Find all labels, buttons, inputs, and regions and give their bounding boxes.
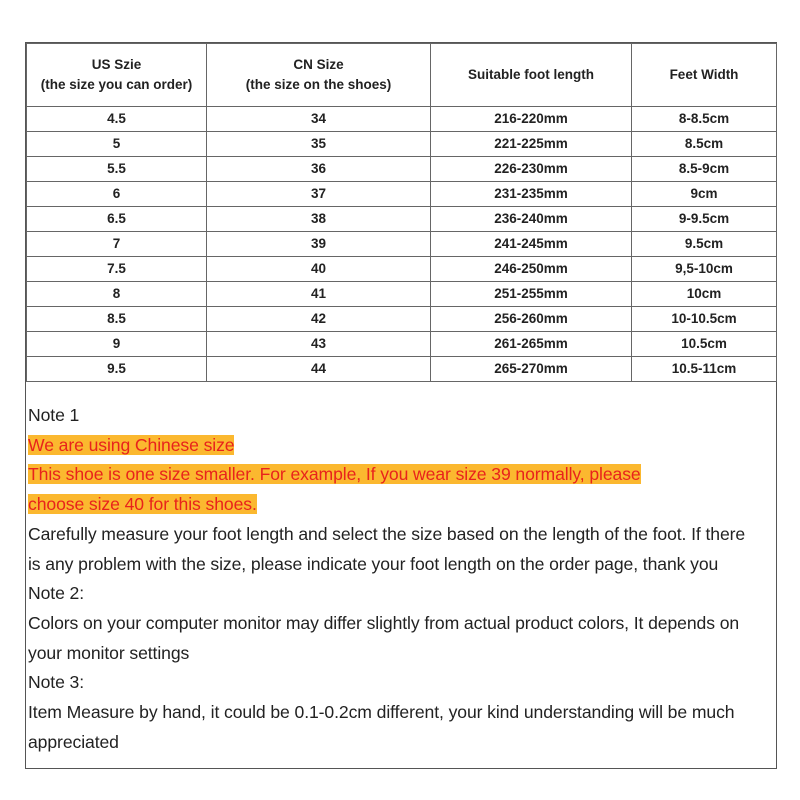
header-cn-size-note: (the size on the shoes) <box>245 77 392 92</box>
header-feet-width <box>632 44 777 107</box>
cell-us-size: 5.5 <box>27 157 207 182</box>
header-us-size <box>27 44 207 107</box>
cell-us-size: 8.5 <box>27 307 207 332</box>
note2-text-a: Colors on your computer monitor may differ slightly from actual product colors, It depends on <box>28 612 740 633</box>
cell-feet-width: 10.5cm <box>632 332 777 357</box>
note2-text-b: your monitor settings <box>28 642 190 663</box>
header-foot-length-label: Suitable foot length <box>468 67 594 82</box>
table-body <box>27 107 777 382</box>
cell-feet-width: 8-8.5cm <box>632 107 777 132</box>
cell-foot-length: 236-240mm <box>431 207 632 232</box>
header-us-size-note: (the size you can order) <box>40 77 193 92</box>
cell-foot-length: 221-225mm <box>431 132 632 157</box>
cell-cn-size: 41 <box>207 282 431 307</box>
header-feet-width-label: Feet Width <box>669 67 739 82</box>
cell-feet-width: 9-9.5cm <box>632 207 777 232</box>
measure-text-b: is any problem with the size, please indicate your foot length on the order page, thank you <box>28 553 719 574</box>
cell-cn-size: 36 <box>207 157 431 182</box>
table-row <box>27 332 777 357</box>
cell-cn-size: 34 <box>207 107 431 132</box>
header-foot-length <box>431 44 632 107</box>
highlight-line-3 <box>28 490 776 520</box>
size-chart-sheet <box>25 42 777 769</box>
highlight-line-1 <box>28 431 776 461</box>
cell-foot-length: 256-260mm <box>431 307 632 332</box>
cell-foot-length: 246-250mm <box>431 257 632 282</box>
highlight-line-2 <box>28 460 776 490</box>
cell-cn-size: 35 <box>207 132 431 157</box>
size-smaller-warning-a: This shoe is one size smaller. For example, If you wear size 39 normally, please <box>28 464 641 485</box>
cell-us-size: 9 <box>27 332 207 357</box>
cell-feet-width: 9cm <box>632 182 777 207</box>
cell-cn-size: 39 <box>207 232 431 257</box>
table-row <box>27 207 777 232</box>
table-row <box>27 182 777 207</box>
cell-us-size: 6.5 <box>27 207 207 232</box>
cell-us-size: 8 <box>27 282 207 307</box>
cell-cn-size: 43 <box>207 332 431 357</box>
header-us-size-label: US Szie <box>91 57 142 72</box>
cell-cn-size: 42 <box>207 307 431 332</box>
size-table <box>26 43 777 382</box>
cell-us-size: 6 <box>27 182 207 207</box>
table-row <box>27 107 777 132</box>
cell-feet-width: 10-10.5cm <box>632 307 777 332</box>
note3-text-b: appreciated <box>28 731 119 752</box>
cell-foot-length: 226-230mm <box>431 157 632 182</box>
cell-cn-size: 40 <box>207 257 431 282</box>
cell-us-size: 5 <box>27 132 207 157</box>
cell-cn-size: 44 <box>207 357 431 382</box>
table-row <box>27 132 777 157</box>
cell-foot-length: 231-235mm <box>431 182 632 207</box>
notes-section <box>28 401 776 757</box>
cell-foot-length: 265-270mm <box>431 357 632 382</box>
table-row <box>27 232 777 257</box>
cell-feet-width: 8.5-9cm <box>632 157 777 182</box>
cell-foot-length: 216-220mm <box>431 107 632 132</box>
cell-us-size: 9.5 <box>27 357 207 382</box>
cell-feet-width: 10.5-11cm <box>632 357 777 382</box>
cell-feet-width: 10cm <box>632 282 777 307</box>
header-cn-size-label: CN Size <box>293 57 344 72</box>
table-row <box>27 282 777 307</box>
chinese-size-warning: We are using Chinese size <box>28 434 235 455</box>
cell-foot-length: 251-255mm <box>431 282 632 307</box>
cell-cn-size: 38 <box>207 207 431 232</box>
measure-text-a: Carefully measure your foot length and select the size based on the length of the foot. If there <box>28 523 746 544</box>
cell-us-size: 4.5 <box>27 107 207 132</box>
note2-title: Note 2: <box>28 583 85 604</box>
cell-us-size: 7.5 <box>27 257 207 282</box>
cell-us-size: 7 <box>27 232 207 257</box>
cell-foot-length: 241-245mm <box>431 232 632 257</box>
note3-text-a: Item Measure by hand, it could be 0.1-0.2cm different, your kind understanding will be much <box>28 702 735 723</box>
note3-title: Note 3: <box>28 672 85 693</box>
note1-title: Note 1 <box>28 405 80 425</box>
cell-feet-width: 9,5-10cm <box>632 257 777 282</box>
cell-feet-width: 9.5cm <box>632 232 777 257</box>
header-cn-size <box>207 44 431 107</box>
cell-feet-width: 8.5cm <box>632 132 777 157</box>
table-row <box>27 157 777 182</box>
table-row <box>27 307 777 332</box>
table-row <box>27 257 777 282</box>
size-smaller-warning-b: choose size 40 for this shoes. <box>28 494 257 515</box>
table-row <box>27 357 777 382</box>
table-header-row <box>27 44 777 107</box>
cell-cn-size: 37 <box>207 182 431 207</box>
cell-foot-length: 261-265mm <box>431 332 632 357</box>
